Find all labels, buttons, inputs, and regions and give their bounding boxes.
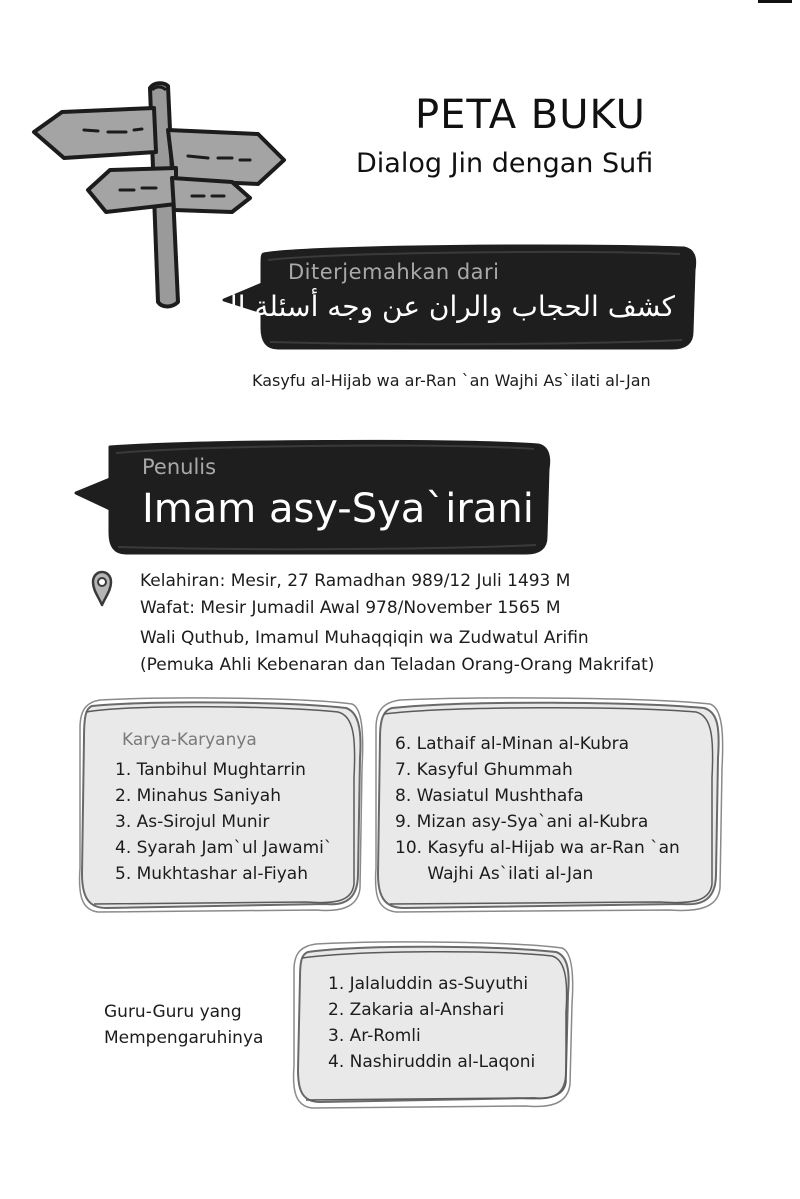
works-list-right: [395, 731, 680, 887]
translation-label: Diterjemahkan dari: [288, 260, 500, 284]
author-titles: Wali Quthub, Imamul Muhaqqiqin wa Zudwatul Arifin: [140, 628, 589, 648]
teachers-list: [328, 971, 535, 1075]
list-item: 7. Kasyful Ghummah: [395, 760, 573, 780]
list-item: 2. Minahus Saniyah: [115, 786, 281, 806]
location-pin-icon: [90, 570, 114, 608]
teachers-label-line2: Mempengaruhinya: [104, 1028, 264, 1048]
list-item: 4. Syarah Jam`ul Jawami`: [115, 838, 333, 858]
list-item: 3. Ar-Romli: [328, 1026, 421, 1046]
page-subtitle: Dialog Jin dengan Sufi: [356, 148, 654, 179]
list-item: 9. Mizan asy-Sya`ani al-Kubra: [395, 812, 649, 832]
works-label: Karya-Karyanya: [122, 730, 257, 750]
list-item: 4. Nashiruddin al-Laqoni: [328, 1052, 536, 1072]
works-list-left: [115, 757, 332, 887]
page-corner-rule: [758, 0, 792, 3]
author-titles-meaning: (Pemuka Ahli Kebenaran dan Teladan Orang-Orang Makrifat): [140, 655, 655, 675]
list-item: 1. Jalaluddin as-Suyuthi: [328, 974, 529, 994]
list-item: 2. Zakaria al-Anshari: [328, 1000, 505, 1020]
arabic-title: كشف الحجاب والران عن وجه أسئلة الجان: [182, 290, 675, 323]
teachers-label: [104, 999, 263, 1051]
list-item: 3. As-Sirojul Munir: [115, 812, 270, 832]
list-item: 6. Lathaif al-Minan al-Kubra: [395, 734, 630, 754]
author-death: Wafat: Mesir Jumadil Awal 978/November 1565 M: [140, 598, 561, 618]
author-label: Penulis: [142, 455, 217, 479]
page-title: PETA BUKU: [415, 92, 646, 138]
list-item: 8. Wasiatul Mushthafa: [395, 786, 584, 806]
teachers-label-line1: Guru-Guru yang: [104, 1002, 242, 1022]
list-item: 10. Kasyfu al-Hijab wa ar-Ran `an: [395, 838, 680, 858]
author-birth: Kelahiran: Mesir, 27 Ramadhan 989/12 Juli 1493 M: [140, 571, 571, 591]
list-item: 1. Tanbihul Mughtarrin: [115, 760, 306, 780]
author-name: Imam asy-Sya`irani: [142, 486, 534, 532]
list-item: 5. Mukhtashar al-Fiyah: [115, 864, 309, 884]
list-item: Wajhi As`ilati al-Jan: [395, 864, 594, 884]
transliteration: Kasyfu al-Hijab wa ar-Ran `an Wajhi As`ilati al-Jan: [252, 371, 651, 390]
